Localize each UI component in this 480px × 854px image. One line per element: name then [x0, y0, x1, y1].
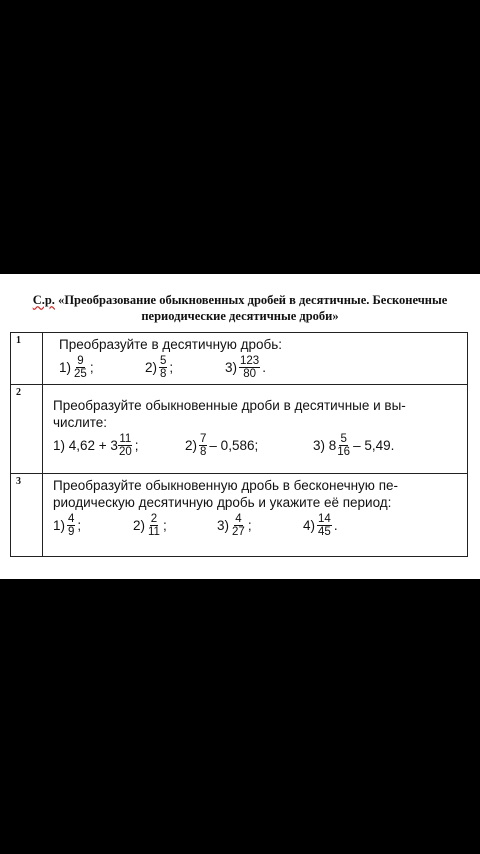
- numerator: 9: [77, 355, 84, 367]
- numerator: 5: [160, 355, 167, 367]
- item-suffix: ;: [134, 438, 139, 453]
- fraction: [147, 513, 161, 538]
- task-item: [133, 513, 217, 538]
- task-text: Преобразуйте обыкновенные дроби в десятичные и вы-числите:: [53, 398, 406, 430]
- denominator: 8: [200, 446, 207, 458]
- numerator: 2: [150, 513, 158, 525]
- item-label: 4): [303, 518, 316, 533]
- item-label: 3): [225, 360, 238, 375]
- title-abbreviation: С.р.: [32, 293, 55, 307]
- numerator: 4: [68, 513, 75, 525]
- item-suffix: ;: [89, 360, 94, 375]
- task-number: 3: [11, 474, 43, 557]
- item-suffix: .: [262, 360, 266, 375]
- denominator: 27: [232, 526, 245, 538]
- item-label: 2): [145, 360, 158, 375]
- task-body: [43, 385, 468, 474]
- fraction: [73, 355, 88, 380]
- task-item: [303, 513, 338, 538]
- worksheet-title: [0, 292, 480, 324]
- fraction: [317, 513, 332, 538]
- numerator: 4: [235, 513, 242, 525]
- task-item: [59, 355, 145, 380]
- item-suffix: .: [333, 518, 338, 533]
- fraction: [239, 355, 260, 380]
- denominator: 11: [148, 526, 160, 538]
- denominator: 80: [243, 368, 256, 380]
- numerator: 11: [119, 433, 132, 445]
- denominator: 9: [68, 526, 75, 538]
- denominator: 20: [118, 446, 132, 458]
- item-label: 1): [59, 360, 72, 375]
- item-label: 2): [185, 438, 198, 453]
- task-number: 1: [11, 333, 43, 385]
- item-suffix: ;: [77, 518, 82, 533]
- task-row: [11, 385, 468, 474]
- item-label: 1): [53, 518, 66, 533]
- item-suffix: ;: [162, 518, 167, 533]
- task-item: [53, 513, 133, 538]
- task-item: [145, 355, 225, 380]
- numerator: 7: [200, 433, 207, 445]
- task-item: [53, 433, 185, 458]
- task-items: [43, 511, 467, 542]
- task-items: [43, 353, 467, 384]
- tasks-table: [10, 332, 468, 557]
- denominator: 16: [337, 446, 351, 458]
- task-items: [43, 431, 467, 462]
- task-number: 2: [11, 385, 43, 474]
- task-text: Преобразуйте в десятичную дробь:: [59, 337, 283, 352]
- worksheet: [0, 274, 480, 579]
- task-row: [11, 333, 468, 385]
- fraction: [231, 513, 246, 538]
- fraction: [199, 433, 207, 458]
- denominator: 45: [318, 526, 331, 538]
- item-label: 1) 4,62 + 3: [53, 438, 118, 453]
- task-body: [43, 474, 468, 557]
- item-label: 2): [133, 518, 146, 533]
- item-label: 3): [217, 518, 230, 533]
- title-line-1: «Преобразование обыкновенных дробей в десятичные. Бесконечные: [54, 293, 448, 307]
- fraction: [336, 433, 351, 458]
- item-suffix: – 0,586;: [209, 438, 259, 453]
- numerator: 123: [240, 355, 260, 367]
- item-label: 3) 8: [313, 438, 337, 453]
- task-item: [217, 513, 303, 538]
- task-row: [11, 474, 468, 557]
- task-item: [225, 355, 266, 380]
- denominator: 25: [74, 368, 87, 380]
- fraction: [159, 355, 167, 380]
- numerator: 5: [340, 433, 347, 445]
- task-text: Преобразуйте обыкновенную дробь в бесконечную пе-риодическую десятичную дробь и укажите её период:: [53, 478, 399, 510]
- denominator: 8: [160, 368, 167, 380]
- task-item: [313, 433, 394, 458]
- fraction: [118, 433, 133, 458]
- fraction: [67, 513, 75, 538]
- task-body: [43, 333, 468, 385]
- task-item: [185, 433, 313, 458]
- item-suffix: ;: [169, 360, 174, 375]
- item-suffix: ;: [247, 518, 252, 533]
- item-suffix: – 5,49.: [353, 438, 395, 453]
- title-line-2: периодические десятичные дроби»: [141, 309, 339, 323]
- numerator: 14: [318, 513, 331, 525]
